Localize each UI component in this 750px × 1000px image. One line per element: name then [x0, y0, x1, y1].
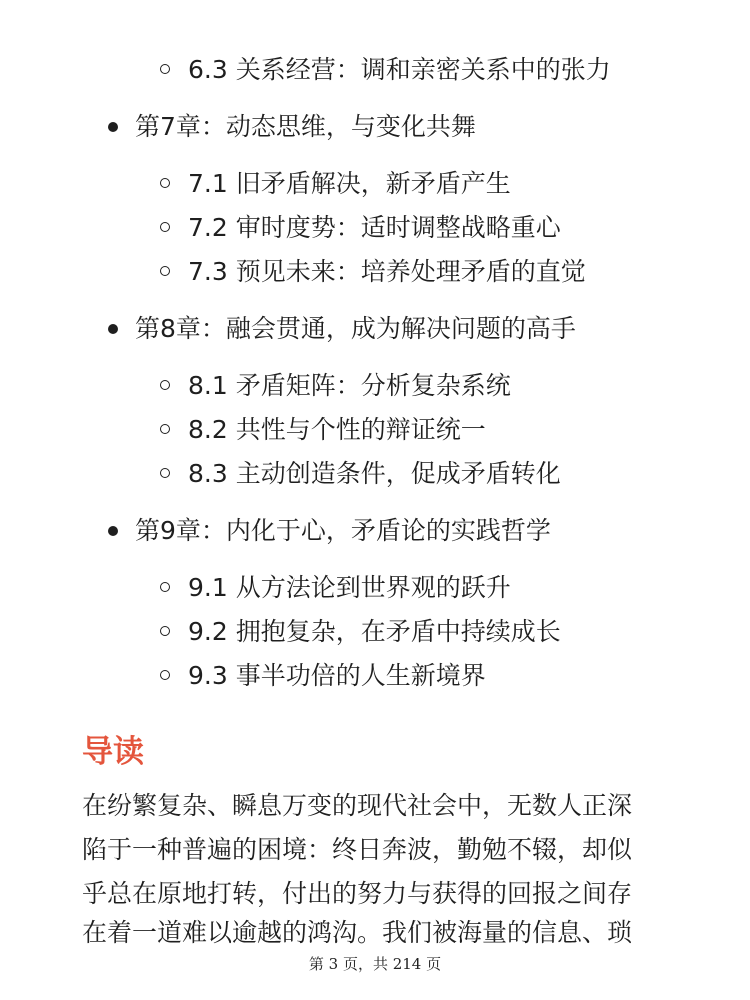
toc-section-label: 8.3 主动创造条件，促成矛盾转化 — [188, 459, 561, 488]
toc-section-label: 7.1 旧矛盾解决，新矛盾产生 — [188, 169, 511, 198]
page-number-footer: 第 3 页，共 214 页 — [308, 955, 442, 973]
toc-section-label: 9.1 从方法论到世界观的跃升 — [188, 573, 511, 602]
hollow-bullet-icon — [160, 582, 170, 592]
hollow-bullet-icon — [160, 64, 170, 74]
toc-section-label: 8.1 矛盾矩阵：分析复杂系统 — [188, 371, 511, 400]
toc-chapter-label: 第7章：动态思维，与变化共舞 — [135, 112, 476, 141]
toc-section-label: 9.3 事半功倍的人生新境界 — [188, 661, 486, 690]
hollow-bullet-icon — [160, 424, 170, 434]
toc-chapter-label: 第9章：内化于心，矛盾论的实践哲学 — [135, 516, 551, 545]
filled-bullet-icon — [108, 324, 118, 334]
hollow-bullet-icon — [160, 670, 170, 680]
hollow-bullet-icon — [160, 222, 170, 232]
hollow-bullet-icon — [160, 266, 170, 276]
toc-section-label: 6.3 关系经营：调和亲密关系中的张力 — [188, 55, 611, 84]
toc-section-label: 7.3 预见未来：培养处理矛盾的直觉 — [188, 257, 586, 286]
intro-paragraph-line: 乎总在原地打转，付出的努力与获得的回报之间存 — [82, 879, 633, 908]
intro-heading: 导读 — [82, 734, 144, 770]
hollow-bullet-icon — [160, 626, 170, 636]
toc-section-label: 7.2 审时度势：适时调整战略重心 — [188, 213, 561, 242]
toc-section-label: 8.2 共性与个性的辩证统一 — [188, 415, 486, 444]
filled-bullet-icon — [108, 122, 118, 132]
intro-paragraph-line: 在纷繁复杂、瞬息万变的现代社会中，无数人正深 — [82, 791, 633, 820]
hollow-bullet-icon — [160, 468, 170, 478]
toc-section-label: 9.2 拥抱复杂，在矛盾中持续成长 — [188, 617, 561, 646]
hollow-bullet-icon — [160, 380, 170, 390]
intro-paragraph-line: 陷于一种普遍的困境：终日奔波，勤勉不辍，却似 — [82, 835, 633, 864]
intro-paragraph-line: 在着一道难以逾越的鸿沟。我们被海量的信息、琐 — [82, 918, 633, 947]
hollow-bullet-icon — [160, 178, 170, 188]
filled-bullet-icon — [108, 526, 118, 536]
toc-chapter-label: 第8章：融会贯通，成为解决问题的高手 — [135, 314, 576, 343]
